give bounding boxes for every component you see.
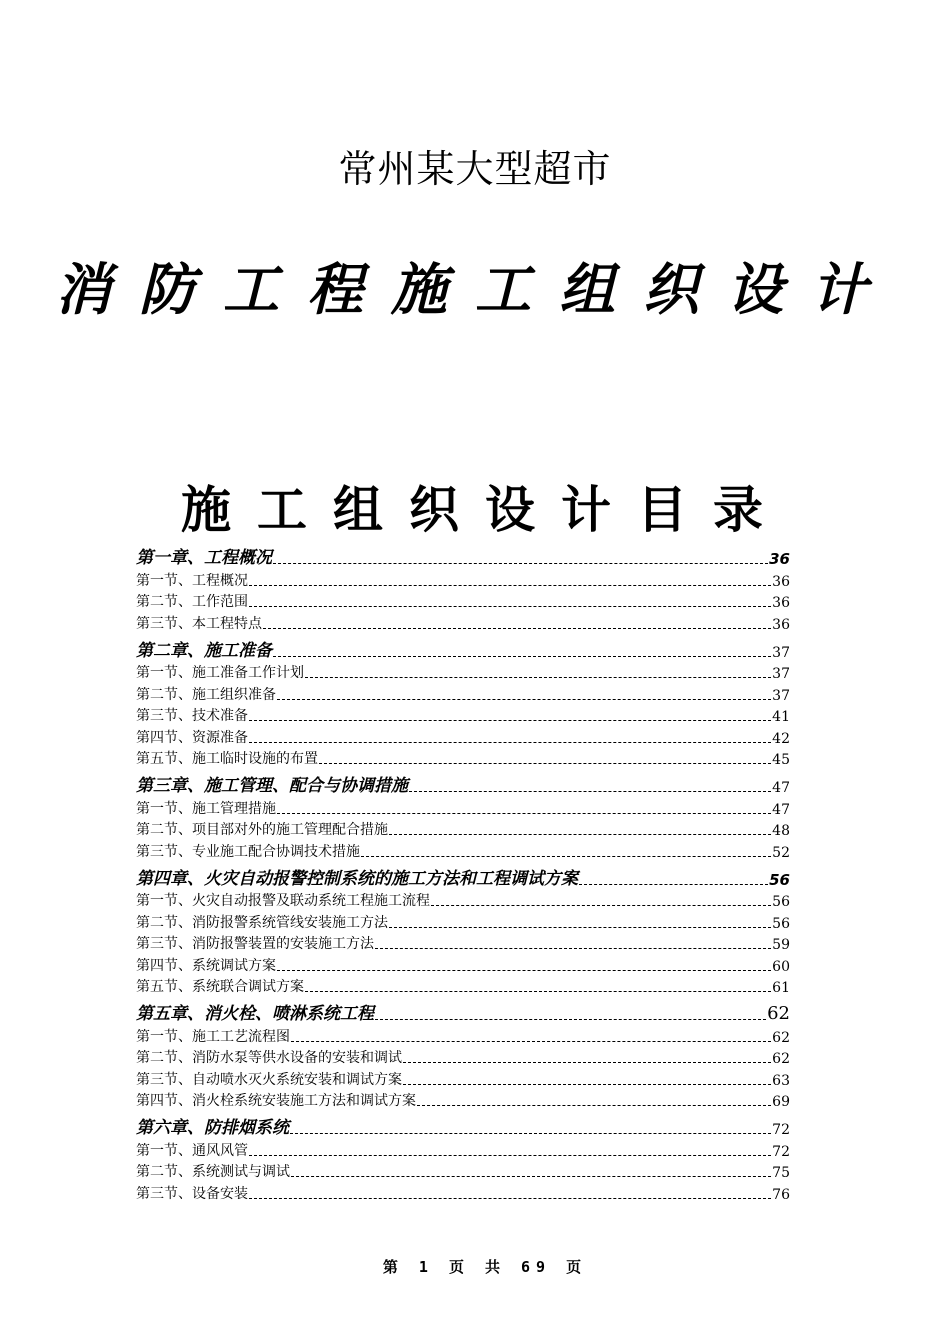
toc-section-row[interactable] bbox=[136, 682, 790, 704]
toc-page-number: 52 bbox=[772, 844, 790, 861]
toc-dot-leader bbox=[389, 834, 771, 835]
toc-entry-label: 第二节、消防报警系统管线安装施工方法 bbox=[136, 914, 388, 931]
toc-entry-label: 第一节、通风风管 bbox=[136, 1142, 248, 1159]
toc-page-number: 37 bbox=[772, 666, 790, 682]
toc-page-number: 62 bbox=[772, 1029, 790, 1046]
toc-section-row[interactable] bbox=[136, 704, 790, 726]
toc-page-number: 56 bbox=[772, 894, 790, 910]
toc-entry-label: 第二章、施工准备 bbox=[136, 640, 272, 661]
toc-entry-label: 第一节、工程概况 bbox=[136, 572, 248, 589]
toc-entry-label: 第一节、施工工艺流程图 bbox=[136, 1028, 290, 1045]
toc-entry-label: 第一节、施工管理措施 bbox=[136, 800, 276, 817]
toc-dot-leader bbox=[273, 563, 768, 564]
toc-page-number: 37 bbox=[772, 687, 790, 704]
toc-entry-label: 第五节、施工临时设施的布置 bbox=[136, 751, 318, 767]
toc-section-row[interactable] bbox=[136, 953, 790, 975]
toc-dot-leader bbox=[389, 927, 771, 928]
toc-page-number: 62 bbox=[767, 1003, 790, 1024]
toc-dot-leader bbox=[249, 606, 771, 607]
toc-title: 施工组织设计目录 bbox=[181, 481, 789, 539]
toc-entry-label: 第二节、工作范围 bbox=[136, 594, 248, 610]
toc-page-number: 36 bbox=[772, 573, 790, 590]
toc-section-row[interactable] bbox=[136, 725, 790, 747]
toc-page-number: 72 bbox=[772, 1143, 790, 1160]
toc-page-number: 60 bbox=[772, 958, 790, 975]
toc-section-row[interactable] bbox=[136, 1138, 790, 1160]
toc-dot-leader bbox=[417, 1105, 771, 1106]
toc-dot-leader bbox=[249, 1155, 771, 1156]
toc-section-row[interactable] bbox=[136, 1046, 790, 1068]
toc-entry-label: 第三节、技术准备 bbox=[136, 708, 248, 724]
page-footer: 第 1 页 共 69 页 bbox=[382, 1258, 588, 1276]
toc-dot-leader bbox=[291, 1041, 771, 1042]
toc-dot-leader bbox=[431, 905, 771, 906]
toc-page-number: 36 bbox=[772, 595, 790, 611]
toc-entry-label: 第四章、火灾自动报警控制系统的施工方法和工程调试方案 bbox=[136, 868, 578, 889]
toc-dot-leader bbox=[273, 656, 771, 657]
toc-page-number: 37 bbox=[772, 644, 790, 661]
toc-entry-label: 第五节、系统联合调试方案 bbox=[136, 979, 304, 995]
toc-entry-label: 第一章、工程概况 bbox=[136, 548, 272, 568]
toc-entry-label: 第四节、系统调试方案 bbox=[136, 957, 276, 974]
toc-page-number: 36 bbox=[772, 616, 790, 633]
toc-dot-leader bbox=[409, 791, 771, 792]
toc-section-row[interactable] bbox=[136, 839, 790, 861]
toc-entry-label: 第三节、设备安装 bbox=[136, 1185, 248, 1202]
toc-section-row[interactable] bbox=[136, 661, 790, 683]
toc-entry-label: 第五章、消火栓、喷淋系统工程 bbox=[136, 1004, 374, 1024]
toc-section-row[interactable] bbox=[136, 1089, 790, 1111]
toc-dot-leader bbox=[277, 699, 771, 700]
toc-dot-leader bbox=[249, 742, 771, 743]
toc-dot-leader bbox=[291, 1176, 771, 1177]
toc-page-number: 61 bbox=[772, 980, 790, 996]
toc-dot-leader bbox=[249, 720, 771, 721]
toc-section-row[interactable] bbox=[136, 568, 790, 590]
toc-entry-label: 第三节、自动喷水灭火系统安装和调试方案 bbox=[136, 1071, 402, 1088]
toc-dot-leader bbox=[277, 970, 771, 971]
toc-page-number: 63 bbox=[772, 1072, 790, 1089]
toc-dot-leader bbox=[290, 1133, 771, 1134]
toc-entry-label: 第三章、施工管理、配合与协调措施 bbox=[136, 776, 408, 796]
toc-entry-label: 第三节、专业施工配合协调技术措施 bbox=[136, 843, 360, 860]
toc-section-row[interactable] bbox=[136, 590, 790, 612]
toc-entry-label: 第二节、施工组织准备 bbox=[136, 686, 276, 703]
toc-page-number: 47 bbox=[772, 780, 790, 796]
toc-page-number: 69 bbox=[772, 1094, 790, 1110]
toc-page-number: 72 bbox=[772, 1122, 790, 1138]
toc-section-row[interactable] bbox=[136, 910, 790, 932]
document-main-title: 消防工程施工组织设计 bbox=[55, 258, 895, 323]
toc-page-number: 42 bbox=[772, 730, 790, 747]
toc-dot-leader bbox=[375, 1019, 766, 1020]
toc-dot-leader bbox=[305, 991, 771, 992]
toc-entry-label: 第一节、施工准备工作计划 bbox=[136, 665, 304, 681]
toc-section-row[interactable] bbox=[136, 889, 790, 911]
toc-section-row[interactable] bbox=[136, 818, 790, 840]
toc-dot-leader bbox=[249, 1198, 771, 1199]
toc-section-row[interactable] bbox=[136, 1024, 790, 1046]
toc-entry-label: 第一节、火灾自动报警及联动系统工程施工流程 bbox=[136, 893, 430, 909]
toc-page-number: 47 bbox=[772, 801, 790, 818]
toc-dot-leader bbox=[305, 677, 771, 678]
document-subtitle: 常州某大型超市 bbox=[338, 147, 612, 191]
toc-dot-leader bbox=[249, 585, 771, 586]
toc-page-number: 56 bbox=[769, 870, 790, 889]
toc-chapter-row[interactable] bbox=[136, 768, 790, 796]
toc-dot-leader bbox=[375, 948, 771, 949]
toc-section-row[interactable] bbox=[136, 1160, 790, 1182]
toc-chapter-row[interactable] bbox=[136, 996, 790, 1024]
toc-section-row[interactable] bbox=[136, 611, 790, 633]
toc-entry-label: 第四节、资源准备 bbox=[136, 729, 248, 746]
toc-section-row[interactable] bbox=[136, 932, 790, 954]
toc-chapter-row[interactable] bbox=[136, 1110, 790, 1138]
table-of-contents bbox=[136, 540, 790, 1203]
toc-dot-leader bbox=[319, 763, 771, 764]
toc-dot-leader bbox=[277, 813, 771, 814]
toc-page-number: 56 bbox=[772, 915, 790, 932]
toc-page-number: 36 bbox=[769, 550, 790, 568]
toc-entry-label: 第三节、消防报警装置的安装施工方法 bbox=[136, 936, 374, 952]
toc-page-number: 45 bbox=[772, 752, 790, 768]
toc-entry-label: 第二节、消防水泵等供水设备的安装和调试 bbox=[136, 1050, 402, 1066]
toc-entry-label: 第二节、系统测试与调试 bbox=[136, 1164, 290, 1180]
toc-entry-label: 第六章、防排烟系统 bbox=[136, 1118, 289, 1138]
toc-entry-label: 第三节、本工程特点 bbox=[136, 615, 262, 632]
toc-page-number: 62 bbox=[772, 1051, 790, 1067]
toc-dot-leader bbox=[403, 1062, 771, 1063]
toc-section-row[interactable] bbox=[136, 1181, 790, 1203]
toc-entry-label: 第二节、项目部对外的施工管理配合措施 bbox=[136, 822, 388, 838]
toc-section-row[interactable] bbox=[136, 1067, 790, 1089]
toc-section-row[interactable] bbox=[136, 796, 790, 818]
toc-chapter-row[interactable] bbox=[136, 861, 790, 889]
toc-section-row[interactable] bbox=[136, 747, 790, 769]
toc-dot-leader bbox=[361, 856, 771, 857]
toc-dot-leader bbox=[579, 884, 768, 885]
toc-chapter-row[interactable] bbox=[136, 633, 790, 661]
toc-page-number: 76 bbox=[772, 1186, 790, 1203]
toc-dot-leader bbox=[403, 1084, 771, 1085]
toc-page-number: 75 bbox=[772, 1165, 790, 1181]
toc-chapter-row[interactable] bbox=[136, 540, 790, 568]
toc-entry-label: 第四节、消火栓系统安装施工方法和调试方案 bbox=[136, 1093, 416, 1109]
toc-dot-leader bbox=[263, 628, 771, 629]
toc-page-number: 59 bbox=[772, 937, 790, 953]
toc-page-number: 41 bbox=[772, 709, 790, 725]
toc-page-number: 48 bbox=[772, 823, 790, 839]
toc-section-row[interactable] bbox=[136, 975, 790, 997]
